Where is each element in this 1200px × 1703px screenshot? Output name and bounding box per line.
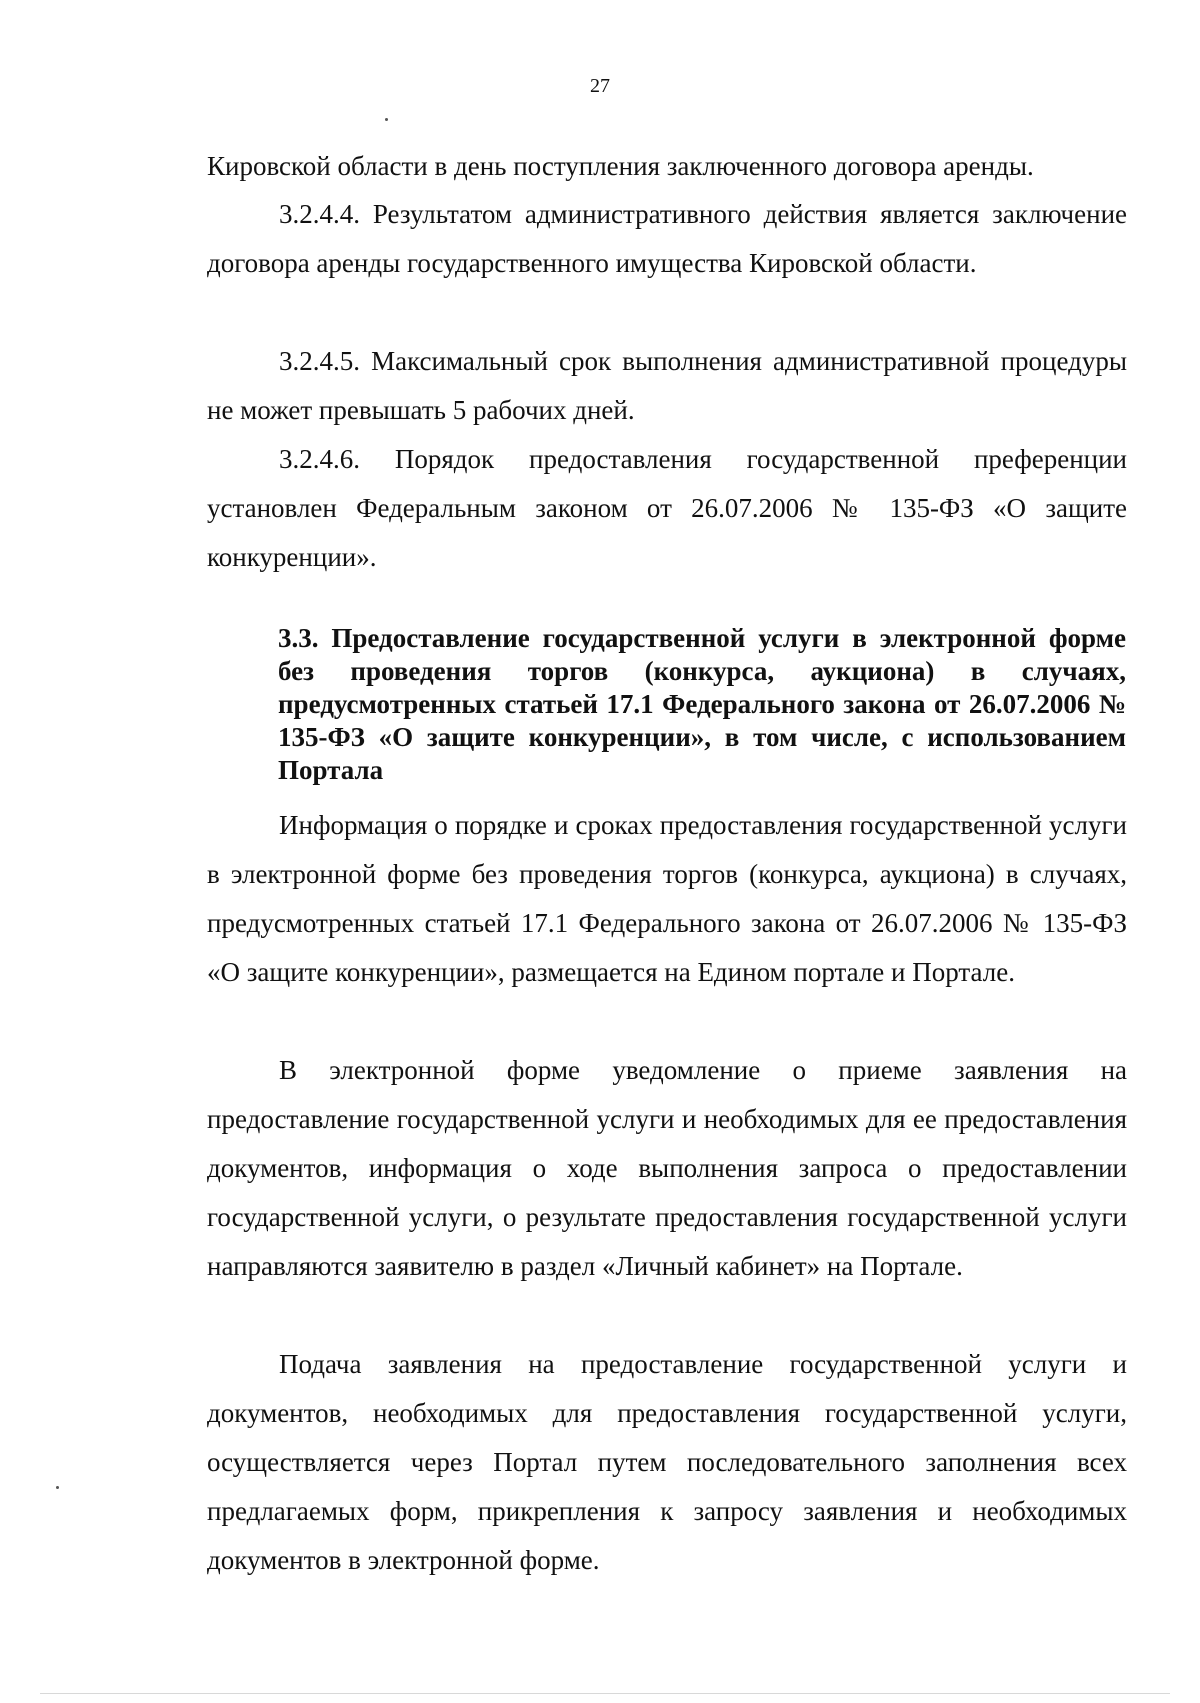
scan-speck — [56, 1486, 59, 1489]
paragraph-3-2-4-6: 3.2.4.6. Порядок предоставления государственной преференции установлен Федеральным законом от 26.07.2006 № 135-ФЗ «О защите конкуренции». — [207, 444, 1127, 572]
paragraph-info: Информация о порядке и сроках предоставления государственной услуги в электронной форме без проведения торгов (конкурса, аукциона) в случаях, предусмотренных статьей 17.1 Федерального закона от 26.07.2006 № 135-ФЗ «О защите конкуренции», размещается на Едином портале и Портале. — [207, 810, 1127, 987]
scan-speck — [385, 118, 388, 121]
paragraph-3-2-4-5: 3.2.4.5. Максимальный срок выполнения административной процедуры не может превышать 5 рабочих дней. — [207, 346, 1127, 425]
paragraph-3-2-4-4: 3.2.4.4. Результатом административного действия является заключение договора аренды государственного имущества Кировской области. — [207, 199, 1127, 278]
scan-edge-line — [40, 1693, 1170, 1694]
page-number: 27 — [590, 75, 610, 97]
paragraph-submission: Подача заявления на предоставление государственной услуги и документов, необходимых для предоставления государственной услуги, осуществляется через Портал путем последовательного заполнения всех предлагаемых форм, прикрепления к запросу заявления и необходимых документов в электронной форме. — [207, 1349, 1127, 1575]
paragraph-continuation: Кировской области в день поступления заключенного договора аренды. — [207, 151, 1034, 181]
paragraph-electronic-notification: В электронной форме уведомление о приеме заявления на предоставление государственной услуги и необходимых для ее предоставления документов, информация о ходе выполнения запроса о предоставлении государственной услуги, о результате предоставления государственной услуги направляются заявителю в раздел «Личный кабинет» на Портале. — [207, 1055, 1127, 1281]
section-heading-3-3: 3.3. Предоставление государственной услуги в электронной форме без проведения торгов (конкурса, аукциона) в случаях, предусмотренных статьей 17.1 Федерального закона от 26.07.2006 № 135-ФЗ «О защите конкуренции», в том числе, с использованием Портала — [278, 623, 1126, 785]
